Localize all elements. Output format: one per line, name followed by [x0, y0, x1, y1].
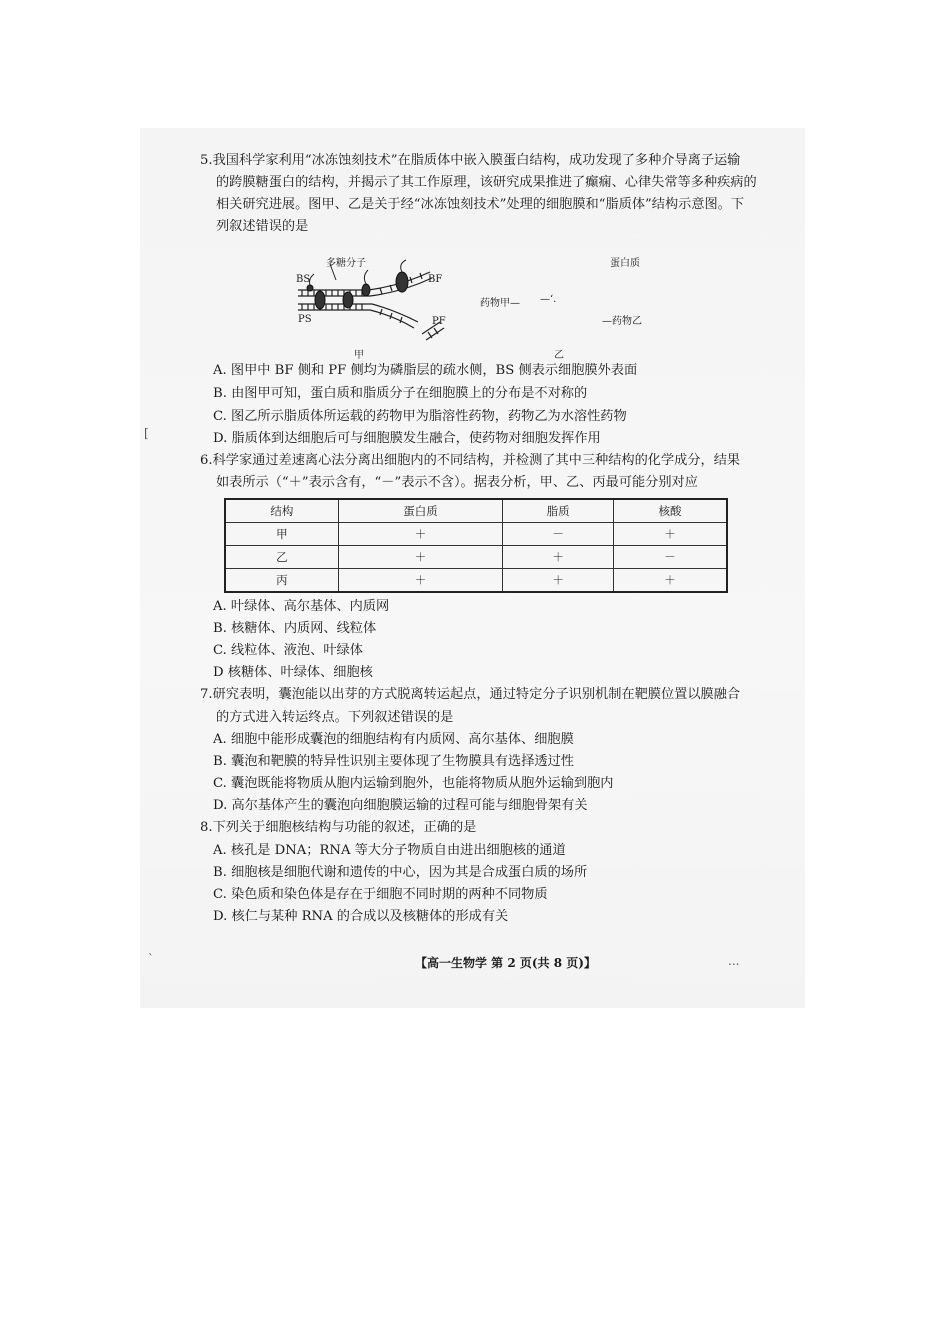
q6-option-a: A. 叶绿体、高尔基体、内质网: [213, 599, 390, 614]
table-cell: ＋: [503, 546, 614, 569]
label-drug-a-mark: —‘.: [540, 294, 557, 305]
q6-option-b: B. 核糖体、内质网、线粒体: [213, 621, 377, 636]
table-cell: ＋: [614, 569, 727, 593]
q6-stem-line-2: 如表所示（“＋”表示含有，“－”表示不含）。据表分析，甲、乙、丙最可能分别对应: [216, 475, 698, 490]
label-bs: BS: [296, 274, 311, 285]
label-protein: 蛋白质: [610, 258, 640, 269]
table-header-cell: 蛋白质: [338, 499, 502, 523]
q7-option-b: B. 囊泡和靶膜的特异性识别主要体现了生物膜具有选择透过性: [213, 754, 574, 769]
table-header-cell: 结构: [225, 499, 338, 523]
q5-option-d: D. 脂质体到达细胞后可与细胞膜发生融合，使药物对细胞发挥作用: [213, 431, 601, 446]
q7-option-a: A. 细胞中能形成囊泡的细胞结构有内质网、高尔基体、细胞膜: [213, 732, 574, 747]
label-polysaccharide: 多糖分子: [326, 258, 366, 269]
stray-mark-bracket: [: [144, 426, 149, 440]
stray-mark-right: ...: [728, 954, 740, 968]
table-row: [225, 546, 727, 569]
table-cell: －: [614, 546, 727, 569]
q7-stem-line-2: 的方式进入转运终点。下列叙述错误的是: [216, 710, 454, 725]
q5-stem-line-3: 相关研究进展。图甲、乙是关于经“冰冻蚀刻技术”处理的细胞膜和“脂质体”结构示意图。下: [216, 197, 745, 212]
q5-stem-line-4: 列叙述错误的是: [216, 219, 309, 234]
table-cell: ＋: [338, 546, 502, 569]
table-cell: ＋: [338, 523, 502, 546]
q5-option-c: C. 图乙所示脂质体所运载的药物甲为脂溶性药物，药物乙为水溶性药物: [213, 409, 627, 424]
table-header-cell: 脂质: [503, 499, 614, 523]
table-header-cell: 核酸: [614, 499, 727, 523]
q7-option-d: D. 高尔基体产生的囊泡向细胞膜运输的过程可能与细胞骨架有关: [213, 798, 588, 813]
q8-option-b: B. 细胞核是细胞代谢和遗传的中心，因为其是合成蛋白质的场所: [213, 865, 588, 880]
q5-option-a: A. 图甲中 BF 侧和 PF 侧均为磷脂层的疏水侧，BS 侧表示细胞膜外表面: [213, 363, 638, 378]
q5-option-b: B. 由图甲可知，蛋白质和脂质分子在细胞膜上的分布是不对称的: [213, 386, 588, 401]
table-cell: 甲: [225, 523, 338, 546]
q6-option-c: C. 线粒体、液泡、叶绿体: [213, 643, 363, 658]
q8-option-a: A. 核孔是 DNA；RNA 等大分子物质自由进出细胞核的通道: [213, 843, 566, 858]
table-cell: ＋: [614, 523, 727, 546]
label-drug-a: 药物甲—: [480, 298, 520, 309]
label-drug-b: —药物乙: [602, 316, 642, 327]
table-cell: －: [503, 523, 614, 546]
table-header-row: [225, 499, 727, 523]
label-ps: PS: [298, 314, 312, 325]
table-cell: ＋: [503, 569, 614, 593]
q7-stem-line-1: 7.研究表明，囊泡能以出芽的方式脱离转运起点，通过特定分子识别机制在靶膜位置以膜融合: [200, 687, 741, 702]
q6-option-d: D 核糖体、叶绿体、细胞核: [213, 665, 373, 680]
q8-option-d: D. 核仁与某种 RNA 的合成以及核糖体的形成有关: [213, 909, 509, 924]
table-row: [225, 523, 727, 546]
q5-stem-line-1: 5.我国科学家利用“冰冻蚀刻技术”在脂质体中嵌入膜蛋白结构，成功发现了多种介导离子运输: [200, 153, 741, 168]
label-pf: PF: [432, 316, 446, 327]
table-cell: 丙: [225, 569, 338, 593]
table-cell: ＋: [338, 569, 502, 593]
page-footer: 【高一生物学 第 2 页(共 8 页)】: [415, 956, 596, 970]
stray-mark-left: ˋ: [148, 952, 154, 966]
q7-option-c: C. 囊泡既能将物质从胞内运输到胞外，也能将物质从胞外运输到胞内: [213, 776, 614, 791]
label-bf: BF: [428, 274, 443, 285]
table-row: [225, 569, 727, 593]
label-yi: 乙: [554, 350, 564, 361]
q5-diagram: [290, 252, 660, 361]
q8-option-c: C. 染色质和染色体是存在于细胞不同时期的两种不同物质: [213, 887, 548, 902]
label-jia: 甲: [354, 350, 364, 361]
q8-stem-line-1: 8.下列关于细胞核结构与功能的叙述，正确的是: [200, 820, 477, 835]
q5-stem-line-2: 的跨膜糖蛋白的结构，并揭示了其工作原理，该研究成果推进了癫痫、心律失常等多种疾病的: [216, 175, 757, 190]
q6-stem-line-1: 6.科学家通过差速离心法分离出细胞内的不同结构，并检测了其中三种结构的化学成分，结果: [200, 453, 741, 468]
q6-table: [224, 498, 728, 593]
table-cell: 乙: [225, 546, 338, 569]
